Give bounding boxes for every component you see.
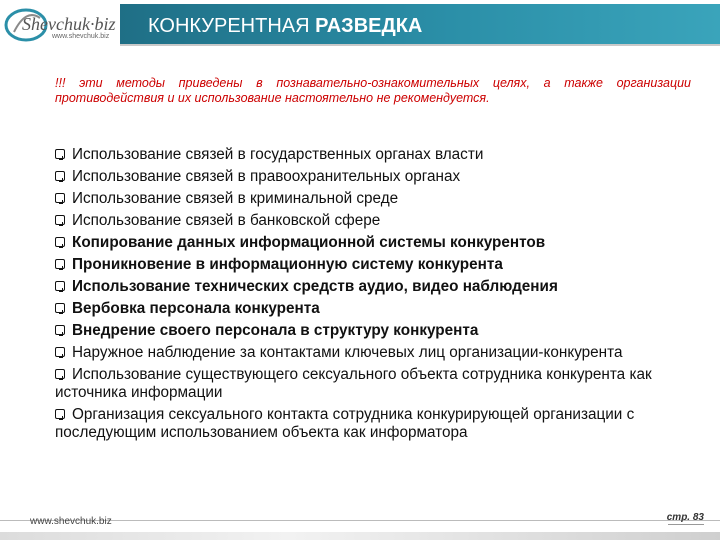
list-item [55,366,691,402]
title-bold: РАЗВЕДКА [315,15,423,37]
checkbox-bullet-icon [55,325,65,335]
list-item [55,300,691,318]
list-item-text: Вербовка персонала конкурента [72,300,320,317]
checkbox-bullet-icon [55,409,65,419]
checkbox-bullet-icon [55,237,65,247]
checkbox-bullet-icon [55,149,65,159]
warning-note: !!! эти методы приведены в познавательно-ознакомительных целях, а также организации противодействия и их использование настоятельно не рекомендуется. [55,76,691,105]
checkbox-bullet-icon [55,303,65,313]
list-item-text: Использование технических средств аудио, видео наблюдения [72,278,558,295]
list-item-text: Наружное наблюдение за контактами ключевых лиц организации-конкурента [72,344,623,361]
list-item-text: Организация сексуального контакта сотрудника конкурирующей организации с последующим использованием объекта как информатора [55,406,635,441]
list-item-text: Использование связей в криминальной среде [72,190,399,207]
list-item [55,278,691,296]
list-item [55,234,691,252]
checkbox-bullet-icon [55,193,65,203]
list-item-text: Проникновение в информационную систему конкурента [72,256,503,273]
checkbox-bullet-icon [55,347,65,357]
checkbox-bullet-icon [55,281,65,291]
list-item [55,190,691,208]
list-item [55,256,691,274]
list-item [55,146,691,164]
slide-header [0,0,720,50]
page-number: стр. 83 [666,512,704,523]
logo [0,0,130,50]
list-item-text: Использование связей в банковской сфере [72,212,381,229]
page-number-underline [668,524,704,525]
list-item-text: Использование связей в правоохранительных органах [72,168,461,185]
list-item-text: Использование связей в государственных органах власти [72,146,484,163]
checkbox-bullet-icon [55,171,65,181]
methods-list [55,146,691,446]
list-item-text: Использование существующего сексуального объекта сотрудника конкурента как источника информации [55,366,652,401]
list-item-text: Копирование данных информационной системы конкурентов [72,234,546,251]
list-item [55,168,691,186]
logo-subtext: www.shevchuk.biz [52,33,110,40]
list-item-text: Внедрение своего персонала в структуру конкурента [72,322,479,339]
list-item [55,406,691,442]
checkbox-bullet-icon [55,215,65,225]
footer-url: www.shevchuk.biz [30,516,112,527]
list-item [55,322,691,340]
checkbox-bullet-icon [55,369,65,379]
list-item [55,344,691,362]
title-regular: КОНКУРЕНТНАЯ [148,15,316,37]
logo-text: Shevchuk·biz [22,14,116,34]
checkbox-bullet-icon [55,259,65,269]
list-item [55,212,691,230]
page-title [148,14,422,38]
footer-bar [0,532,720,540]
